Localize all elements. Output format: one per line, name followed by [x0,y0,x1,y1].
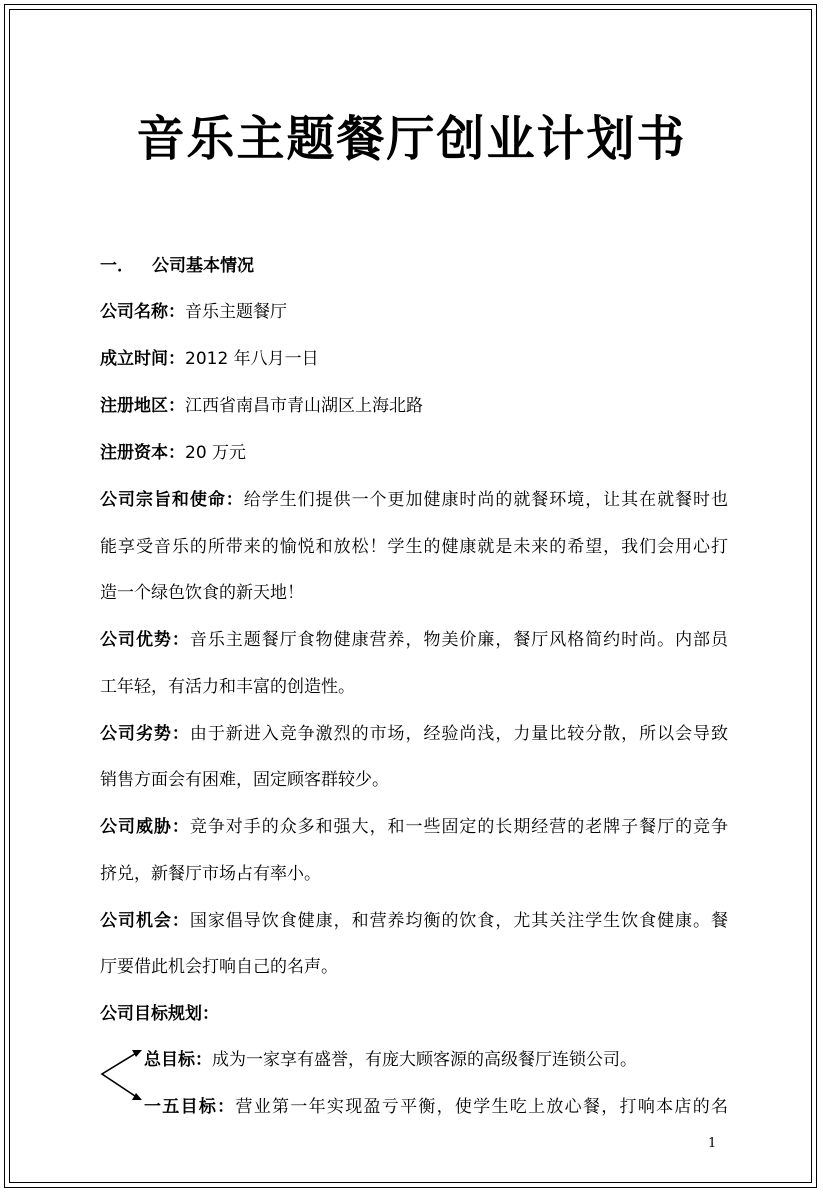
threats-line: 挤兑，新餐厅市场占有率小。 [100,864,321,884]
section-title: 公司基本情况 [152,256,254,276]
goals-heading [100,1003,728,1025]
opportunities-text: 国家倡导饮食健康，和营养均衡的饮食，尤其关注学生饮食健康。餐 [189,911,729,931]
section-number: 一． [100,256,134,276]
mission-label: 公司宗旨和使命： [100,490,244,510]
weaknesses-text: 由于新进入竞争激烈的市场，经验尚浅，力量比较分散，所以会导致 [189,724,729,744]
strengths-line: 工年轻，有活力和丰富的创造性。 [100,677,355,697]
five-year-goal-row [144,1096,728,1118]
five-year-goal-text: 营业第一年实现盈亏平衡，使学生吃上放心餐，打响本店的名 [235,1097,729,1117]
weaknesses-label: 公司劣势： [100,724,190,744]
overall-goal-row [144,1049,728,1071]
mission-text: 给学生们提供一个更加健康时尚的就餐环境，让其在就餐时也 [243,490,728,510]
capital-row [100,442,728,464]
mission-line: 造一个绿色饮食的新天地！ [100,583,304,603]
region-label: 注册地区： [100,396,185,416]
overall-goal-text: 成为一家享有盛誉，有庞大顾客源的高级餐厅连锁公司。 [212,1050,637,1070]
opportunities-line [100,910,728,932]
threats-text: 竞争对手的众多和强大，和一些固定的长期经营的老牌子餐厅的竞争 [189,817,729,837]
threats-label: 公司威胁： [100,817,190,837]
five-year-goal-label: 一五目标： [144,1097,236,1117]
threats-line [100,816,728,838]
capital-label: 注册资本： [100,443,185,463]
section-heading [100,255,728,277]
strengths-label: 公司优势： [100,630,190,650]
capital-value: 20 万元 [185,443,247,463]
strengths-line [100,629,728,651]
company-name-value: 音乐主题餐厅 [185,302,287,322]
region-value: 江西省南昌市青山湖区上海北路 [185,396,423,416]
region-row [100,395,728,417]
weaknesses-line [100,723,728,745]
document-title: 音乐主题餐厅创业计划书 [136,111,687,167]
overall-goal-label: 总目标： [144,1050,212,1070]
page-number: 1 [708,1136,717,1151]
branch-arrow-icon [96,1038,144,1110]
weaknesses-line: 销售方面会有困难，固定顾客群较少。 [100,770,389,790]
founded-label: 成立时间： [100,349,185,369]
mission-line [100,489,728,511]
company-name-row [100,301,728,323]
opportunities-line: 厅要借此机会打响自己的名声。 [100,957,338,977]
strengths-text: 音乐主题餐厅食物健康营养，物美价廉，餐厅风格简约时尚。内部员 [189,630,729,650]
opportunities-label: 公司机会： [100,911,190,931]
founded-row [100,348,728,370]
mission-line: 能享受音乐的所带来的愉悦和放松！学生的健康就是未来的希望，我们会用心打 [100,537,728,557]
founded-value: 2012 年八月一日 [185,349,319,369]
company-name-label: 公司名称： [100,302,185,322]
goals-label: 公司目标规划： [100,1004,219,1024]
